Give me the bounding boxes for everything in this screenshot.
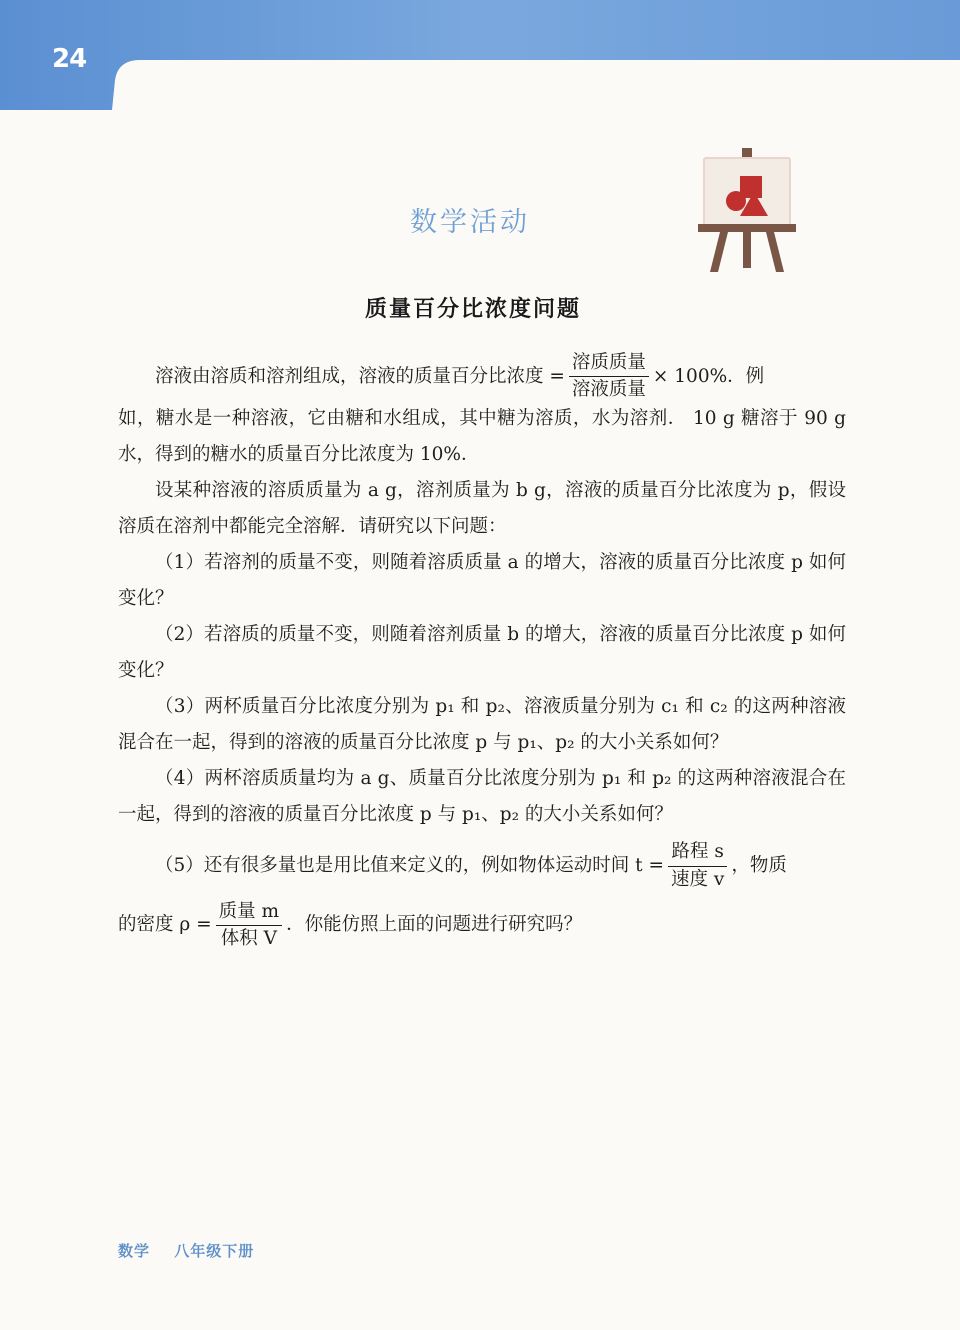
- question-5-line1: [118, 841, 846, 890]
- paragraph-intro-formula: [118, 352, 846, 401]
- paragraph-intro-cont: 如，糖水是一种溶液，它由糖和水组成，其中糖为溶质，水为溶剂． 10 g 糖溶于 90 g 水，得到的糖水的质量百分比浓度为 10%．: [118, 408, 846, 466]
- fraction-denominator: 体积 V: [220, 927, 277, 949]
- fraction-numerator: 溶质质量: [569, 352, 649, 377]
- easel-icon: [698, 148, 796, 276]
- footer-grade: 八年级下册: [174, 1242, 255, 1260]
- fraction-numerator: 质量 m: [216, 901, 282, 926]
- question-5-text-2: 的密度 ρ =: [118, 914, 212, 936]
- question-5-text-mid: ，物质: [731, 855, 787, 877]
- density-fraction: [216, 901, 282, 950]
- fraction-numerator: 路程 s: [668, 841, 726, 866]
- header-band-shape: [0, 0, 960, 110]
- page-number: 24: [52, 44, 87, 74]
- intro-text-end: × 100%．例: [652, 365, 765, 387]
- footer-subject: 数学: [118, 1242, 151, 1260]
- question-1: （1）若溶剂的质量不变，则随着溶质质量 a 的增大，溶液的质量百分比浓度 p 如何变化？: [118, 552, 846, 610]
- concentration-fraction: [569, 352, 649, 401]
- paragraph-setup: 设某种溶液的溶质质量为 a g，溶剂质量为 b g，溶液的质量百分比浓度为 p，假设溶质在溶剂中都能完全溶解．请研究以下问题：: [118, 480, 846, 538]
- fraction-denominator: 速度 v: [670, 868, 725, 890]
- question-3: （3）两杯质量百分比浓度分别为 p₁ 和 p₂、溶液质量分别为 c₁ 和 c₂ 的这两种溶液混合在一起，得到的溶液的质量百分比浓度 p 与 p₁、p₂ 的大小关系如何？: [118, 696, 846, 754]
- question-2: （2）若溶质的质量不变，则随着溶剂质量 b 的增大，溶液的质量百分比浓度 p 如何变化？: [118, 624, 846, 682]
- time-fraction: [668, 841, 727, 890]
- activity-title: 数学活动: [410, 207, 530, 238]
- question-4: （4）两杯溶质质量均为 a g、质量百分比浓度分别为 p₁ 和 p₂ 的这两种溶液混合在一起，得到的溶液的质量百分比浓度 p 与 p₁、p₂ 的大小关系如何？: [118, 768, 846, 826]
- question-5-text: （5）还有很多量也是用比值来定义的，例如物体运动时间 t =: [155, 855, 664, 877]
- intro-text: 溶液由溶质和溶剂组成，溶液的质量百分比浓度 =: [155, 365, 565, 387]
- problem-title: 质量百分比浓度问题: [364, 297, 581, 322]
- fraction-denominator: 溶液质量: [571, 379, 646, 401]
- body-text: [118, 352, 846, 950]
- footer: [118, 1240, 272, 1261]
- header-band: [0, 0, 960, 110]
- question-5-line2: [118, 901, 846, 950]
- question-5-text-end: ．你能仿照上面的问题进行研究吗？: [286, 914, 583, 936]
